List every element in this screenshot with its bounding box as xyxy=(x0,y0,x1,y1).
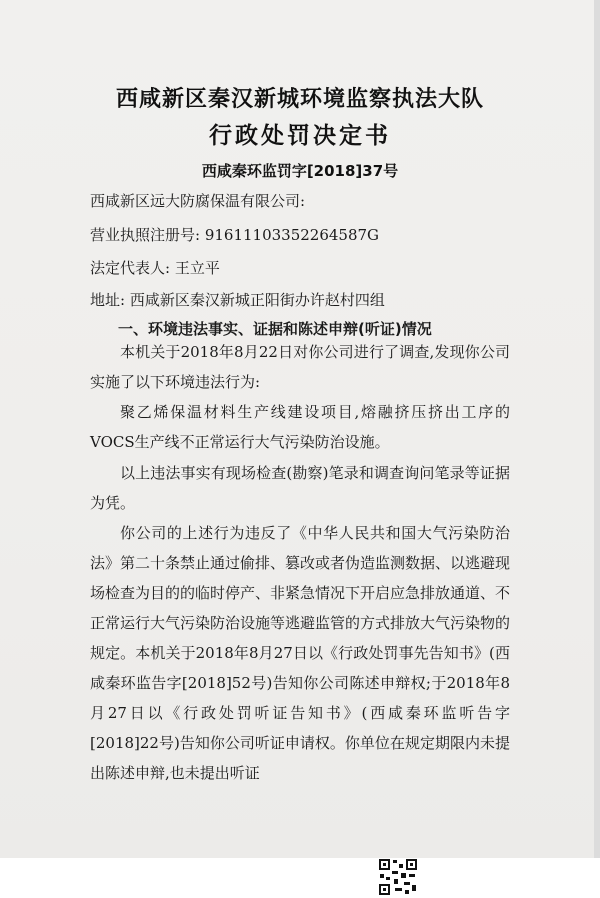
paragraph-violation: 聚乙烯保温材料生产线建设项目,熔融挤压挤出工序的VOCS生产线不正常运行大气污染防治设施。 xyxy=(90,403,510,451)
recipient-name: 西咸新区远大防腐保温有限公司: xyxy=(90,192,306,210)
company-address: 地址: 西咸新区秦汉新城正阳街办许赵村四组 xyxy=(90,291,385,309)
legal-representative: 法定代表人: 王立平 xyxy=(90,259,220,277)
document-title-line2: 行政处罚决定书 xyxy=(209,123,391,149)
paragraph-legal-basis: 你公司的上述行为违反了《中华人民共和国大气污染防治法》第二十条禁止通过偷排、篡改或者伪造监测数据、以逃避现场检查为目的的临时停产、非紧急情况下开启应急排放通道、不正常运行大气污染防治设施等逃避监管的方式排放大气污染物的规定。本机关于2018年8月27日以《行政处罚事先告知书》(西咸秦环监告字[2018]52号)告知你公司陈述申辩权;于2018年8月27日以《行政处罚听证告知书》(西咸秦环监听告字[2018]22号)告知你公司听证申请权。你单位在规定期限内未提出陈述申辩,也未提出听证 xyxy=(90,524,511,782)
paragraph-investigation: 本机关于2018年8月22日对你公司进行了调查,发现你公司实施了以下环境违法行为: xyxy=(90,343,510,391)
paragraph-evidence: 以上违法事实有现场检查(勘察)笔录和调查询问笔录等证据为凭。 xyxy=(90,464,510,512)
document-number: 西咸秦环监罚字[2018]37号 xyxy=(201,162,399,180)
page-footer xyxy=(0,858,600,898)
business-license-number: 营业执照注册号: 91611103352264587G xyxy=(90,226,380,244)
document-title-line1: 西咸新区秦汉新城环境监察执法大队 xyxy=(115,87,484,112)
section-heading: 一、环境违法事实、证据和陈述申辩(听证)情况 xyxy=(118,320,432,338)
qr-code-icon xyxy=(378,858,418,896)
